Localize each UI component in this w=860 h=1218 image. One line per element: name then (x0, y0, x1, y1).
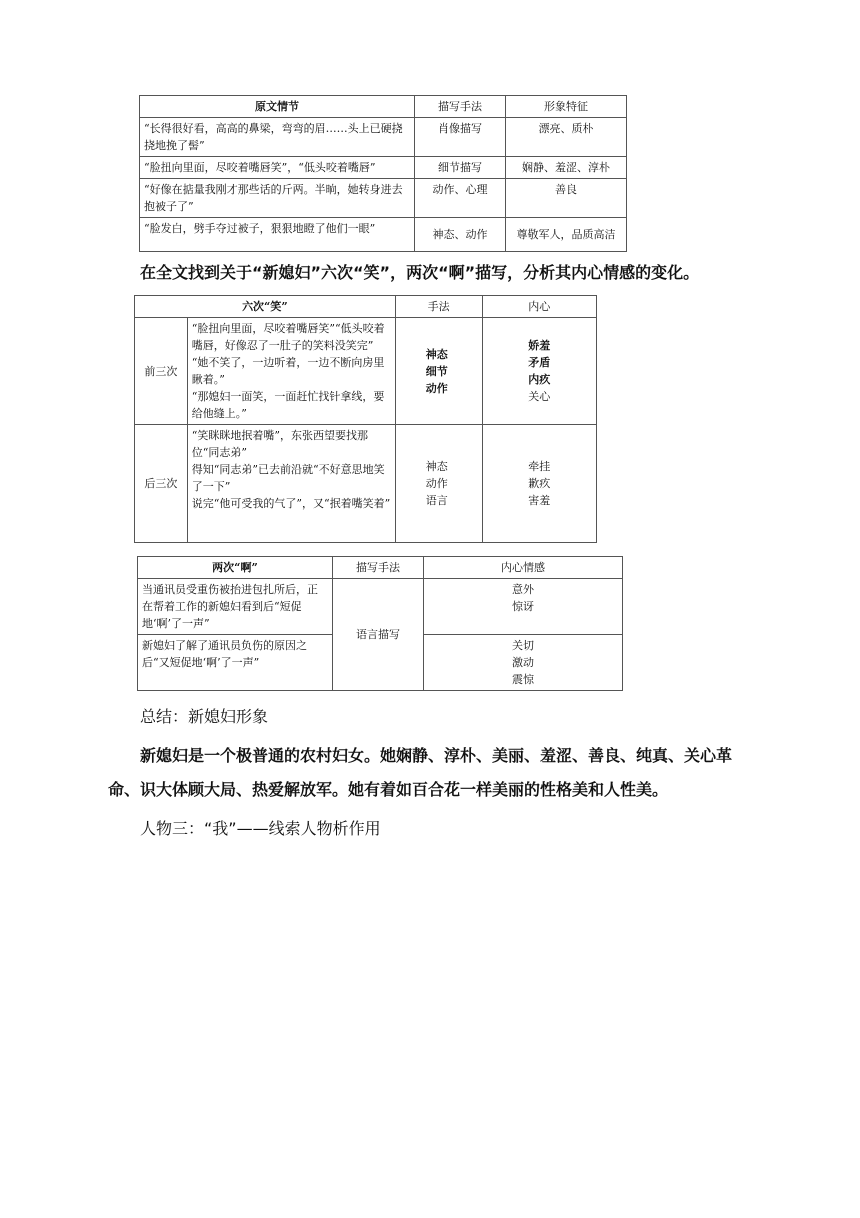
section-heading: 在全文找到关于“新媳妇”六次“笑”，两次“啊”描写，分析其内心情感的变化。 (140, 263, 700, 282)
table-cell: “长得很好看，高高的鼻梁，弯弯的眉……头上已硬挠挠地挽了髻” (140, 118, 415, 157)
group-label: 前三次 (135, 318, 188, 425)
table-cell: 肖像描写 (415, 118, 506, 157)
method-cell: 语言描写 (333, 579, 424, 691)
summary-paragraph-line-1: 新媳妇是一个极普通的农村妇女。她娴静、淳朴、美丽、羞涩、善良、纯真、关心革 (140, 746, 733, 765)
table-cell: 娴静、羞涩、淳朴 (506, 157, 627, 179)
header-feeling: 内心情感 (424, 557, 623, 579)
table-cell: 神态、动作 (415, 218, 506, 252)
method-text: 动作 (425, 381, 448, 395)
feelings-cell (482, 318, 596, 425)
table-cell: 动作、心理 (415, 179, 506, 218)
quote-text: 得知“同志弟”已去前沿就“不好意思地笑了一下” (191, 463, 385, 493)
feeling-text: 内疚 (528, 373, 551, 386)
method-text: 语言 (425, 494, 448, 507)
feeling-text: 娇羞 (528, 339, 551, 352)
feeling-text: 矛盾 (528, 356, 551, 369)
header-method: 描写手法 (333, 557, 424, 579)
plot-description-table (139, 95, 627, 252)
person3-heading: 人物三：“我”——线索人物析作用 (140, 819, 381, 838)
header-method: 描写手法 (415, 96, 506, 118)
quote-text: 说完“他可受我的气了”，又“抿着嘴笑着” (191, 497, 391, 510)
table-cell: “脸发白，劈手夺过被子，狠狠地瞪了他们一眼” (140, 218, 415, 252)
table-cell: “好像在掂量我刚才那些话的斤两。半晌，她转身进去抱被子了” (140, 179, 415, 218)
methods-cell (395, 425, 482, 543)
method-text: 细节 (425, 364, 448, 378)
feeling-text: 激动 (512, 656, 534, 669)
header-method: 手法 (395, 296, 482, 318)
header-smiles: 六次“笑” (135, 296, 396, 318)
feeling-text: 歉疚 (528, 477, 551, 490)
feeling-text: 害羞 (528, 494, 551, 507)
quote-text: “那媳妇一面笑，一面赶忙找针拿线，要给他缝上。” (191, 390, 385, 420)
methods-cell (395, 318, 482, 425)
table-cell: 尊敬军人，品质高洁 (506, 218, 627, 252)
feeling-text: 震惊 (512, 673, 534, 686)
feeling-text: 关切 (512, 639, 534, 652)
summary-title: 总结：新媳妇形象 (140, 707, 269, 726)
method-text: 神态 (425, 460, 448, 473)
quotes-cell (187, 318, 395, 425)
group-label: 后三次 (135, 425, 188, 543)
header-feature: 形象特征 (506, 96, 627, 118)
smile-analysis-table (134, 295, 597, 543)
quote-text: “脸扭向里面，尽咬着嘴唇笑”“低头咬着嘴唇，好像忍了一肚子的笑料没笑完” (191, 322, 385, 352)
summary-paragraph-line-2: 命、识大体顾大局、热爱解放军。她有着如百合花一样美丽的性格美和人性美。 (108, 780, 669, 799)
feeling-text: 关心 (528, 390, 551, 403)
table-cell: 漂亮、质朴 (506, 118, 627, 157)
table-cell: 细节描写 (415, 157, 506, 179)
method-text: 神态 (425, 347, 448, 361)
table-cell: “脸扭向里面，尽咬着嘴唇笑”，“低头咬着嘴唇” (140, 157, 415, 179)
quote-text: “她不笑了，一边听着，一边不断向房里瞅着。” (191, 356, 385, 386)
header-ah: 两次“啊” (138, 557, 333, 579)
quotes-cell (187, 425, 395, 543)
method-text: 动作 (425, 477, 448, 490)
feeling-text: 牵挂 (528, 460, 551, 473)
header-feeling: 内心 (482, 296, 596, 318)
feelings-cell (482, 425, 596, 543)
feelings-cell (424, 635, 623, 691)
ah-analysis-table (137, 556, 623, 691)
feeling-text: 意外 (512, 583, 534, 596)
feelings-cell (424, 579, 623, 635)
table-cell: 善良 (506, 179, 627, 218)
quote-text: “笑眯眯地抿着嘴”，东张西望要找那位“同志弟” (191, 429, 369, 459)
feeling-text: 惊讶 (512, 600, 534, 613)
header-plot: 原文情节 (140, 96, 415, 118)
table-cell: 新媳妇了解了通讯员负伤的原因之后“又短促地‘啊’了一声” (138, 635, 333, 691)
table-cell: 当通讯员受重伤被抬进包扎所后，正在帮着工作的新媳妇看到后“短促地‘啊’了一声” (138, 579, 333, 635)
